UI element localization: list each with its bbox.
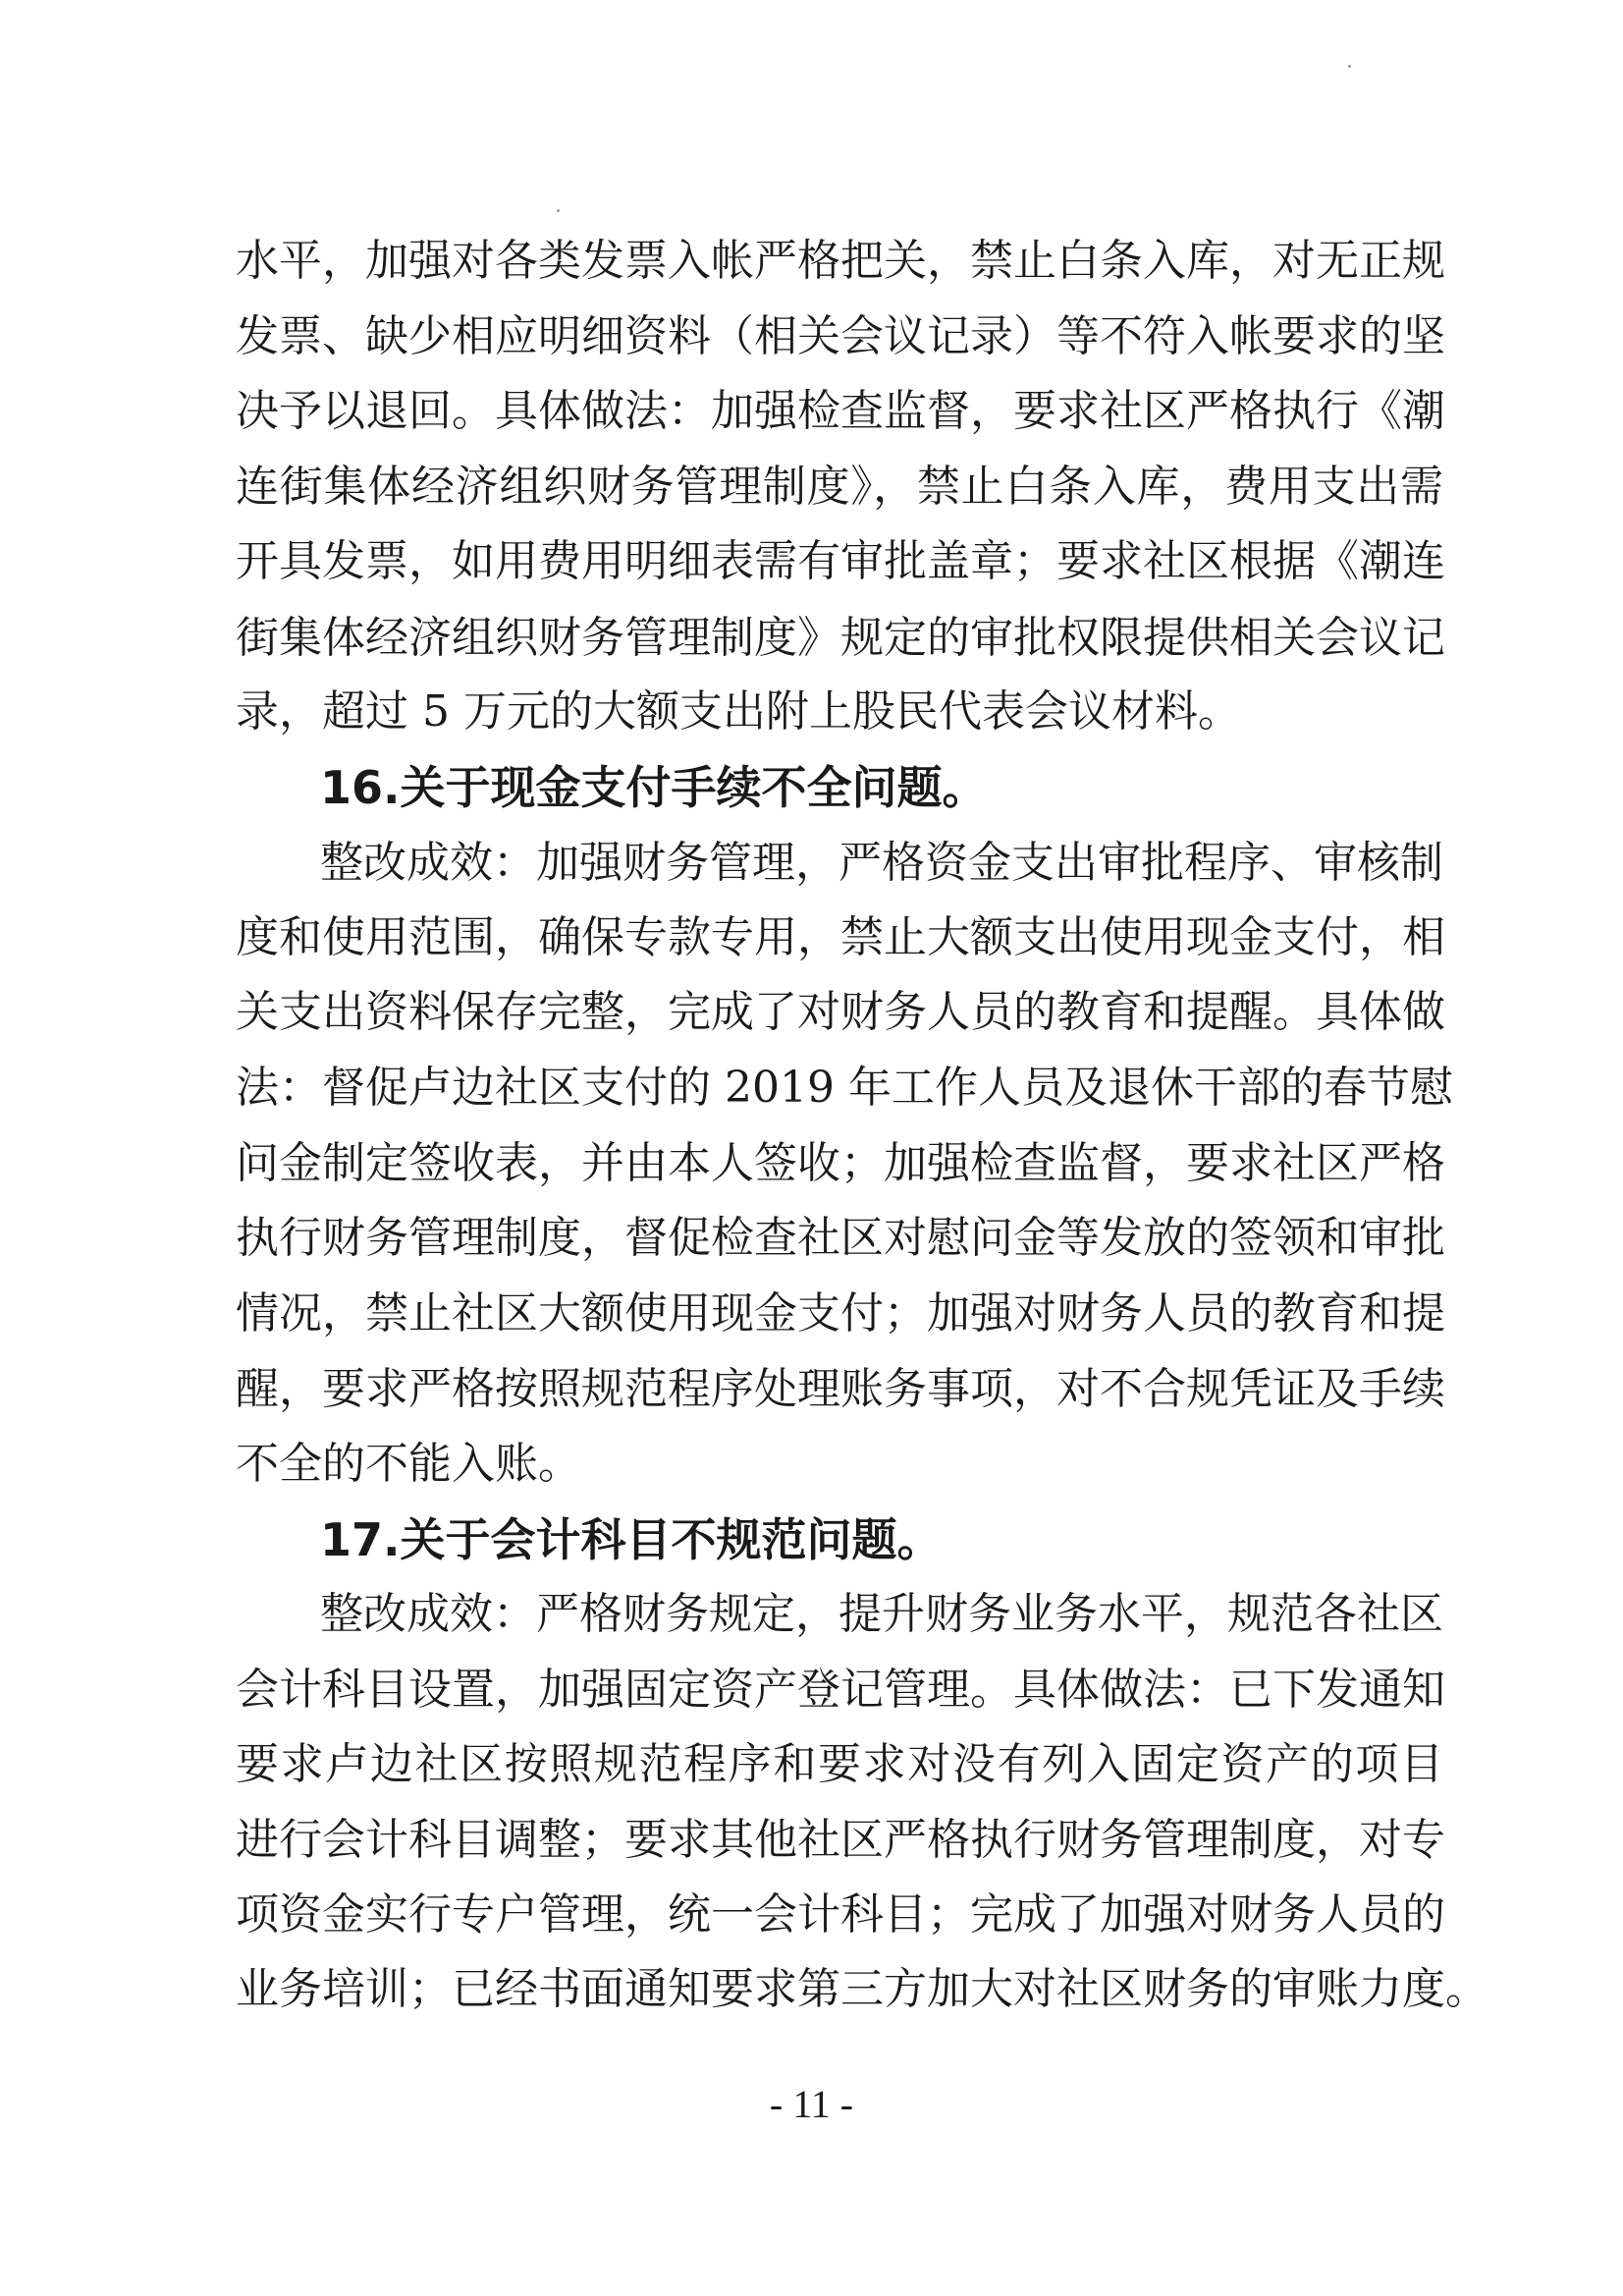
section-heading: 17.关于会计科目不规范问题。 [320, 1513, 943, 1566]
paragraph-line: 发票、缺少相应明细资料（相关会议记录）等不符入帐要求的坚 [236, 311, 1445, 361]
paragraph-line: 开具发票，如用费用明细表需有审批盖章；要求社区根据《潮连 [236, 536, 1445, 586]
paragraph-line: 业务培训；已经书面通知要求第三方加大对社区财务的审账力度。 [236, 1964, 1488, 2014]
paragraph-line: 项资金实行专户管理，统一会计科目；完成了加强对财务人员的 [236, 1889, 1445, 1940]
page-number: - 11 - [769, 2082, 854, 2126]
paragraph-line: 整改成效：加强财务管理，严格资金支出审批程序、审核制 [320, 838, 1443, 888]
section-heading: 16.关于现金支付手续不全问题。 [320, 761, 988, 814]
paragraph-line: 度和使用范围，确保专款专用，禁止大额支出使用现金支付，相 [236, 912, 1445, 962]
paragraph-line: 会计科目设置，加强固定资产登记管理。具体做法：已下发通知 [236, 1665, 1445, 1715]
paragraph-line: 决予以退回。具体做法：加强检查监督，要求社区严格执行《潮 [236, 386, 1445, 436]
paragraph-line: 关支出资料保存完整，完成了对财务人员的教育和提醒。具体做 [236, 987, 1445, 1037]
paragraph-line: 整改成效：严格财务规定，提升财务业务水平，规范各社区 [320, 1589, 1443, 1639]
paragraph-line: 连街集体经济组织财务管理制度》，禁止白条入库，费用支出需 [236, 462, 1443, 512]
paragraph-line: 录，超过 5 万元的大额支出附上股民代表会议材料。 [236, 686, 1241, 737]
paragraph-line: 水平，加强对各类发票入帐严格把关，禁止白条入库，对无正规 [236, 236, 1445, 286]
scan-speck [557, 209, 560, 212]
paragraph-line: 醒，要求严格按照规范程序处理账务事项，对不合规凭证及手续 [236, 1364, 1445, 1414]
paragraph-line: 问金制定签收表，并由本人签收；加强检查监督，要求社区严格 [236, 1138, 1445, 1188]
paragraph-line: 法：督促卢边社区支付的 2019 年工作人员及退休干部的春节慰 [236, 1063, 1453, 1113]
paragraph-line: 进行会计科目调整；要求其他社区严格执行财务管理制度，对专 [236, 1815, 1445, 1865]
paragraph-line: 不全的不能入账。 [236, 1439, 581, 1489]
scan-speck [1348, 65, 1351, 68]
paragraph-line: 街集体经济组织财务管理制度》规定的审批权限提供相关会议记 [236, 613, 1445, 663]
paragraph-line: 执行财务管理制度，督促检查社区对慰问金等发放的签领和审批 [236, 1213, 1445, 1263]
paragraph-line: 要求卢边社区按照规范程序和要求对没有列入固定资产的项目 [236, 1739, 1443, 1789]
paragraph-line: 情况，禁止社区大额使用现金支付；加强对财务人员的教育和提 [236, 1288, 1445, 1339]
